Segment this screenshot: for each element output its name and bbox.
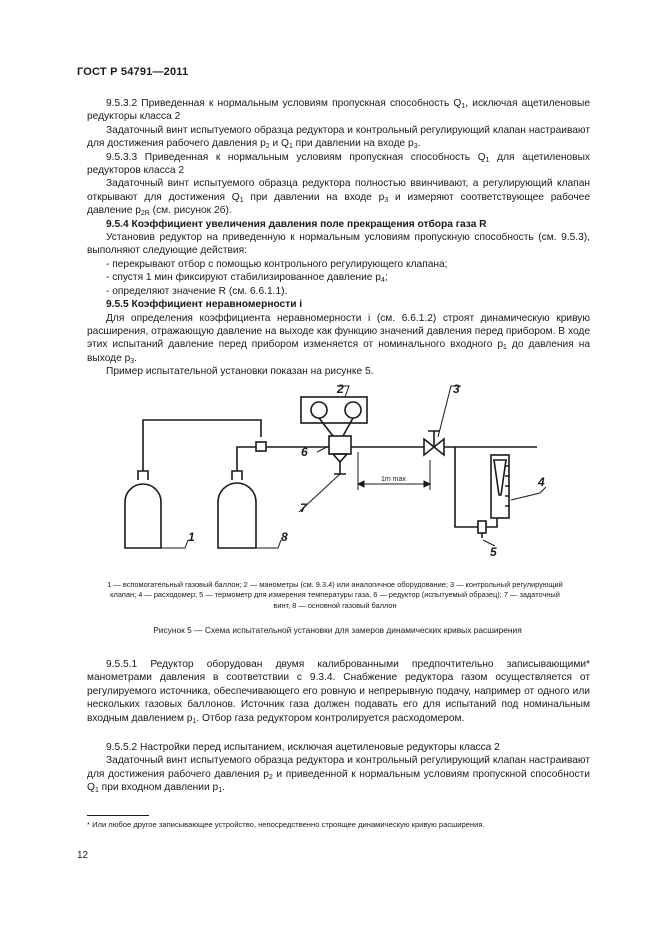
paragraph-figure-reference: Пример испытательной установки показан на рисунке 5.: [106, 366, 374, 378]
dimension-label: 1m max: [381, 476, 406, 483]
paragraph-settings-text: Задаточный винт испытуемого образца редуктора и контрольный регулирующий клапан настраивают для достижения рабочего давления $p_2$ и приведенной к нормальным условиям пропускной способности $Q_1$ при входном давлении $p_1$.: [87, 755, 590, 795]
thermometer: [478, 521, 486, 538]
label-3: 3: [453, 382, 460, 396]
text-block-upper: [87, 97, 590, 379]
label-5: 5: [490, 545, 497, 559]
text-block-lower: [87, 658, 590, 725]
pressure-gauges: [301, 397, 367, 436]
list-item: - определяют значение R (см. 6.6.1.1).: [106, 285, 288, 297]
regulator: [329, 436, 351, 474]
figure-caption: Рисунок 5 — Схема испытательной установки для замеров динамических кривых расширения: [153, 625, 522, 635]
text-block-settings: [87, 741, 590, 795]
list-item: - спустя 1 мин фиксируют стабилизированное давление $p_4$;: [106, 272, 388, 285]
supply-pipe-auxiliary: [143, 420, 261, 471]
auxiliary-cylinder: [125, 471, 161, 548]
label-4: 4: [538, 475, 545, 489]
paragraph-9-5-5-1: 9.5.5.1 Редуктор оборудован двумя калиброванными предпочтительно записывающими* манометрами давления в соответствии с 9.3.4. Снабжение редуктора газом осуществляется от регулируемого источника, обеспечивающего его ровную и непрерывную подачу, например от одного или нескольких газовых баллонов. Источник газа должен подавать его для испытаний под номинальным входным давлением $p_1$. Отбор газа редуктором контролируется расходомером.: [87, 659, 590, 725]
test-setup-diagram: [95, 380, 565, 575]
paragraph-9-5-4-intro: Установив редуктор на приведенную к нормальным условиям пропускную способность (см. 9.5.3), выполняют следующие действия:: [87, 232, 590, 257]
footnote: * Или любое другое записывающее устройство, непосредственно строящее динамическую кривую расширения.: [87, 820, 485, 829]
paragraph-9-5-5: Для определения коэффициента неравномерности i (см. 6.6.1.2) строят динамическую кривую расширения, отражающую давление на выходе как функцию значений давления перед прибором. В ходе этих испытаний давление перед прибором изменяется от номинального входного $p_1$ до давления на выходе $p_3$.: [87, 312, 590, 365]
heading-9-5-5: 9.5.5 Коэффициент неравномерности i: [106, 299, 303, 311]
dimension-line: [358, 452, 430, 490]
document-header: ГОСТ Р 54791—2011: [77, 66, 189, 78]
paragraph-9-5-3-2: 9.5.3.2 Приведенная к нормальным условиям пропускная способность $Q_1$, исключая ацетиленовые редукторы класса 2: [87, 98, 590, 123]
pipe-connector: [256, 442, 266, 451]
control-valve: [424, 431, 444, 455]
main-cylinder: [218, 471, 256, 548]
label-2: 2: [337, 382, 344, 396]
label-6: 6: [301, 445, 308, 459]
supply-pipe-main: [237, 447, 329, 471]
paragraph-setting-2: Задаточный винт испытуемого образца редуктора полностью ввинчивают, а регулирующий клапан открывают для достижения $Q_1$ при давлении на входе $p_3$ и измеряют соответствующее рабочее давление $p_{2R}$ (см. рисунок 2б).: [87, 178, 591, 218]
heading-9-5-4: 9.5.4 Коэффициент увеличения давления поле прекращения отбора газа R: [106, 218, 487, 230]
label-8: 8: [281, 530, 288, 544]
label-7: 7: [300, 501, 307, 515]
footnote-separator: [87, 815, 149, 816]
figure-legend: 1 — вспомогательный газовый баллон; 2 — манометры (см. 9.3.4) или аналогичное оборудование; 3 — контрольный регулирующий клапан; 4 — расходомер; 5 — термометр для измерения температуры газа, 6 — редуктор (испытуемый образец); 7 — задаточный винт, 8 — основной газовый баллон: [107, 580, 563, 610]
label-1: 1: [188, 530, 195, 544]
flowmeter: [491, 455, 509, 518]
list-item: - перекрывают отбор с помощью контрольного регулирующего клапана;: [106, 258, 448, 270]
paragraph-9-5-3-3: 9.5.3.3 Приведенная к нормальным условиям пропускная способность $Q_1$ для ацетиленовых редукторов класса 2: [87, 151, 590, 177]
paragraph-setting-1: Задаточный винт испытуемого образца редуктора и контрольный регулирующий клапан настраивают для достижения рабочего давления $p_2$ и $Q_1$ при давлении на входе $p_3$.: [87, 124, 590, 151]
page-number: 12: [77, 850, 89, 861]
leader-lines: [157, 386, 546, 548]
paragraph-9-5-5-2: 9.5.5.2 Настройки перед испытанием, исключая ацетиленовые редукторы класса 2: [106, 742, 500, 753]
